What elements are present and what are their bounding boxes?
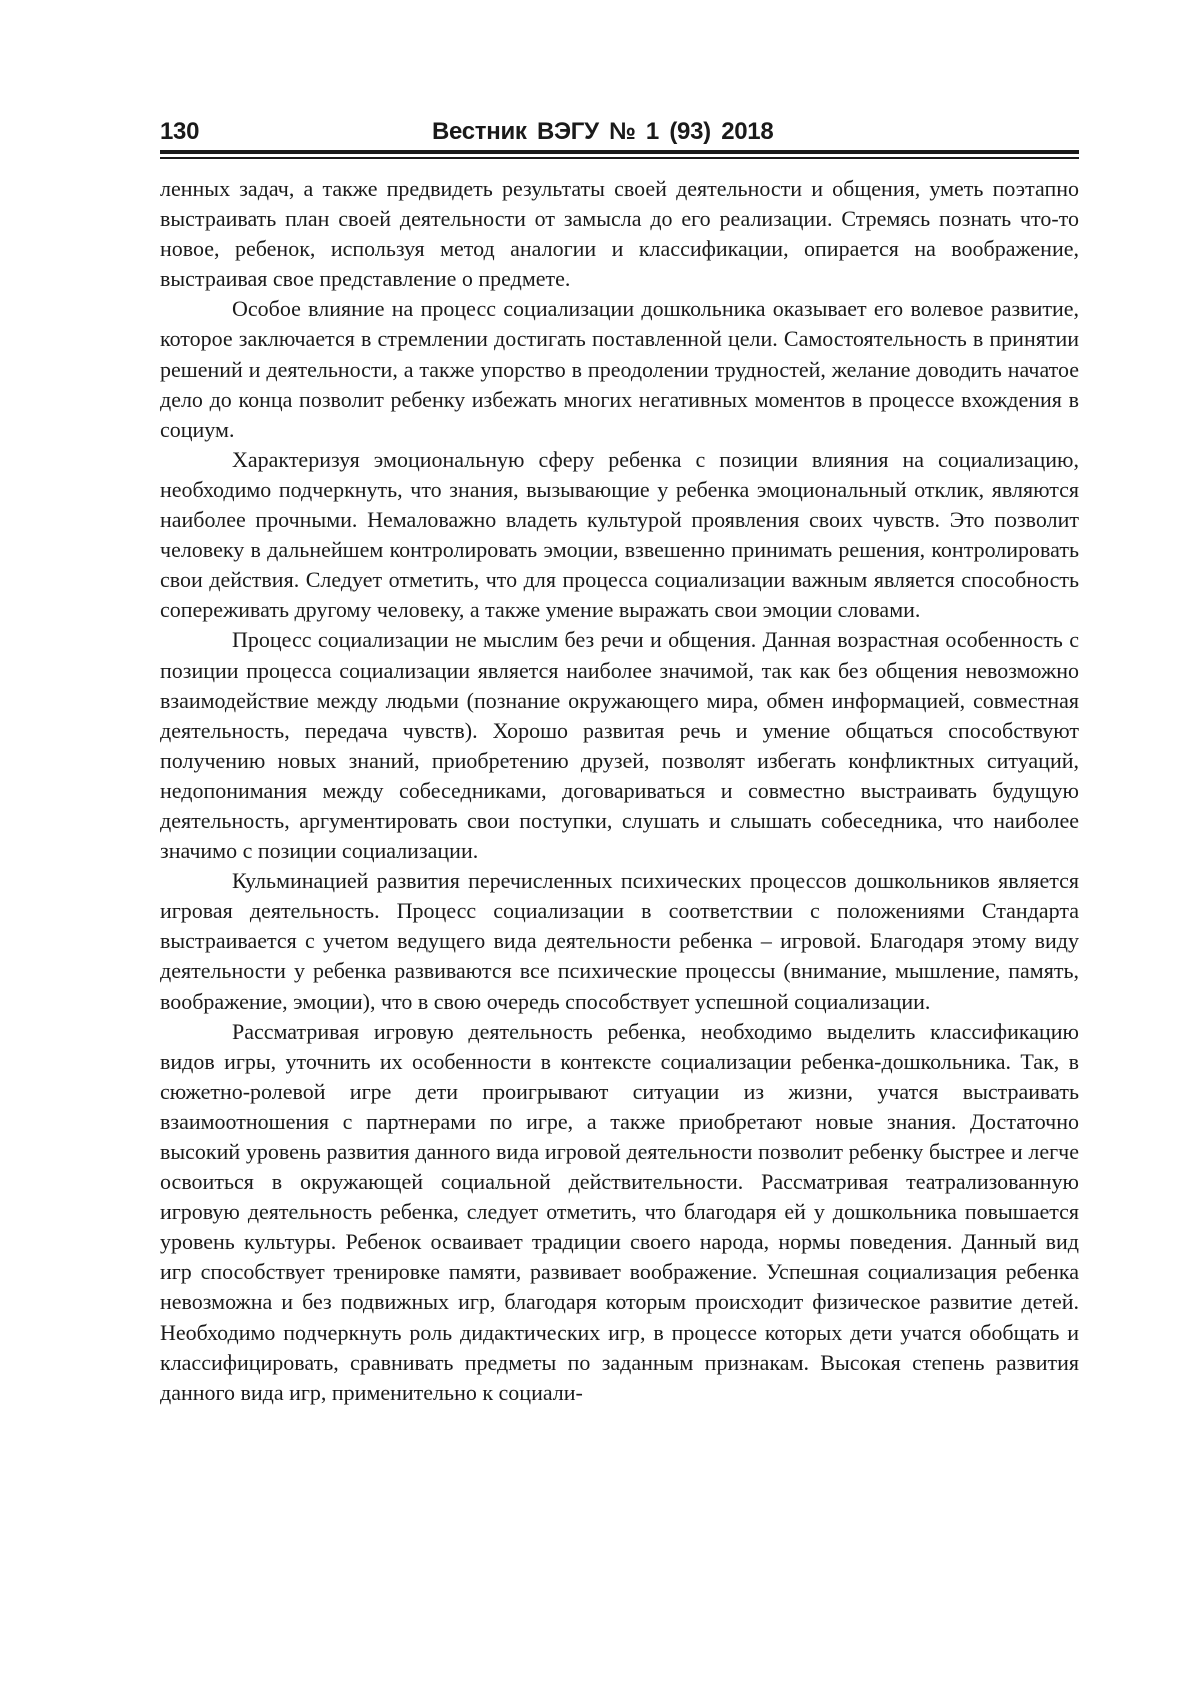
page [160,108,1079,144]
paragraph: Процесс социализации не мыслим без речи и общения. Данная возрастная особенность с позиции процесса социализации является наиболее значимой, так как без общения невозможно взаимодействие между людьми (познание окружающего мира, обмен информацией, совместная деятельность, передача чувств). Хорошо развитая речь и умение общаться способствуют получению новых знаний, приобретению друзей, позволят избегать конфликтных ситуаций, недопонимания между собеседниками, договариваться и совместно выстраивать будущую деятельность, аргументировать свои поступки, слушать и слышать собеседника, что наиболее значимо с позиции социализации. [160,627,1079,864]
article-body [160,174,1079,1408]
running-header [160,108,1079,144]
paragraph: Рассматривая игровую деятельность ребенка, необходимо выделить классификацию видов игры, уточнить их особенности в контексте социализации ребенка-дошкольника. Так, в сюжетно-ролевой игре дети проигрывают ситуации из жизни, учатся выстраивать взаимоотношения с партнерами по игре, а также приобретают новые знания. Достаточно высокий уровень развития данного вида игровой деятельности позволит ребенку быстрее и легче освоиться в окружающей социальной действительности. Рассматривая театрализованную игровую деятельность ребенка, следует отметить, что благодаря ей у дошкольника повышается уровень культуры. Ребенок осваивает традиции своего народа, нормы поведения. Данный вид игр способствует тренировке памяти, развивает воображение. Успешная социализация ребенка невозможна и без подвижных игр, благодаря которым происходит физическое развитие детей. Необходимо подчеркнуть роль дидактических игр, в процессе которых дети учатся обобщать и классифицировать, сравнивать предметы по заданным признакам. Высокая степень развития данного вида игр, применительно к социали- [160,1018,1079,1405]
header-rule-thin [160,157,1079,159]
paragraph-continued: ленных задач, а также предвидеть результаты своей деятельности и общения, уметь поэтапно выстраивать план своей деятельности от замысла до его реализации. Стремясь познать что-то новое, ребенок, используя метод аналогии и классификации, опирается на воображение, выстраивая свое представление о предмете. [160,176,1079,292]
paragraph: Кульминацией развития перечисленных психических процессов дошкольников является игровая деятельность. Процесс социализации в соответствии с положениями Стандарта выстраивается с учетом ведущего вида деятельности ребенка – игровой. Благодаря этому виду деятельности у ребенка развиваются все психические процессы (внимание, мышление, память, воображение, эмоции), что в свою очередь способствует успешной социализации. [160,868,1079,1014]
paragraph: Характеризуя эмоциональную сферу ребенка с позиции влияния на социализацию, необходимо подчеркнуть, что знания, вызывающие у ребенка эмоциональный отклик, являются наиболее прочными. Немаловажно владеть культурой проявления своих чувств. Это позволит человеку в дальнейшем контролировать эмоции, взвешенно принимать решения, контролировать свои действия. Следует отметить, что для процесса социализации важным является способность сопереживать другому человеку, а также умение выражать свои эмоции словами. [160,446,1079,623]
journal-title: Вестник ВЭГУ № 1 (93) 2018 [432,118,774,145]
paragraph: Особое влияние на процесс социализации дошкольника оказывает его волевое развитие, которое заключается в стремлении достигать поставленной цели. Самостоятельность в принятии решений и деятельности, а также упорство в преодолении трудностей, желание доводить начатое дело до конца позволит ребенку избежать многих негативных моментов в процессе вхождения в социум. [160,296,1079,442]
page-number: 130 [160,118,200,145]
header-rule-thick [160,150,1079,154]
